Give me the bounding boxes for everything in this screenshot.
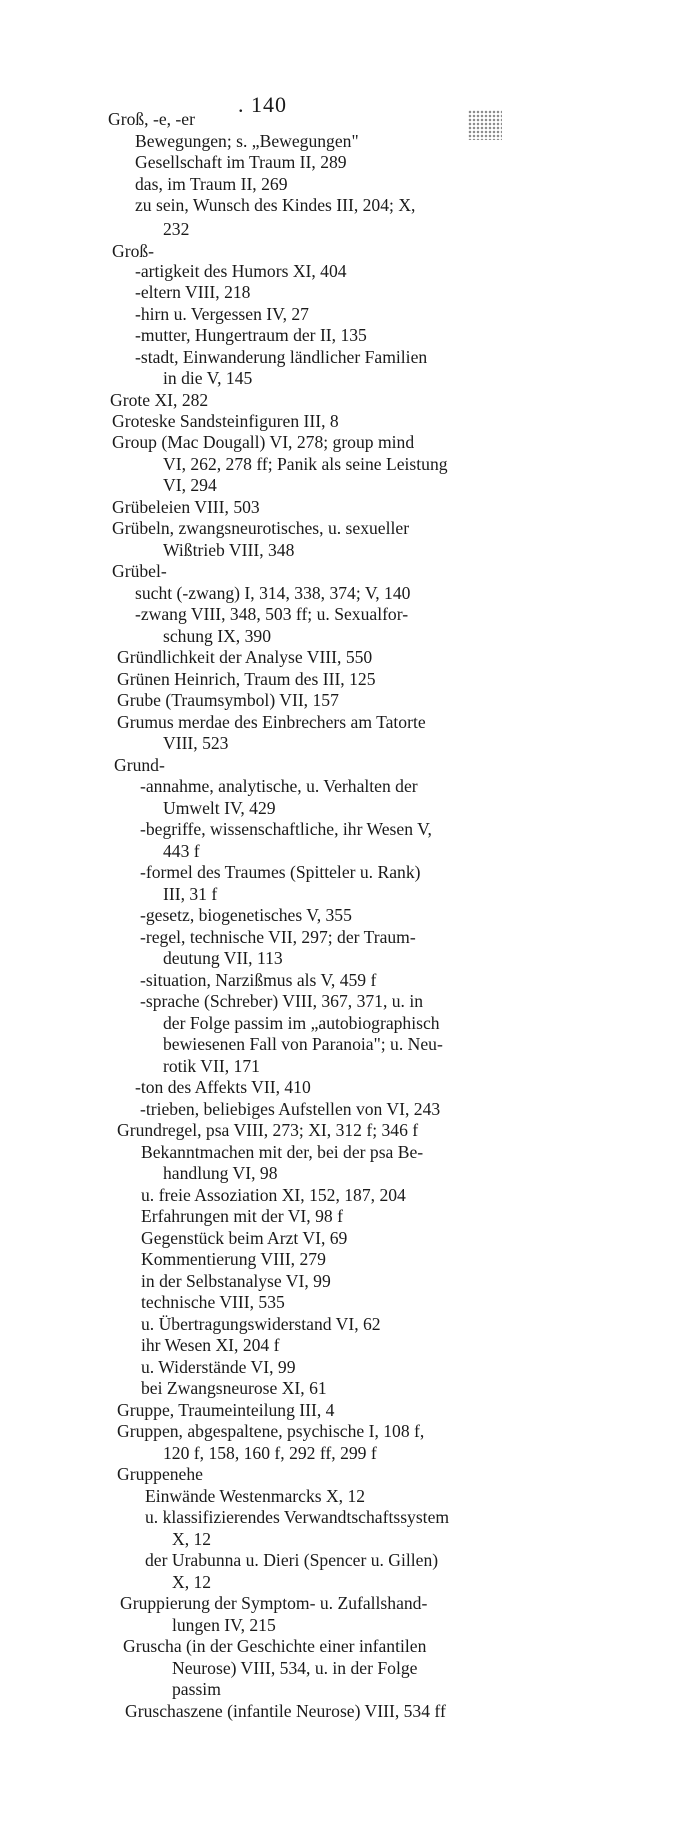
index-line: -stadt, Einwanderung ländlicher Familien xyxy=(135,347,428,367)
index-line: 232 xyxy=(163,219,190,239)
index-line: Umwelt IV, 429 xyxy=(163,798,276,818)
index-line: Grote XI, 282 xyxy=(110,390,209,410)
index-line: Grübeleien VIII, 503 xyxy=(112,497,260,517)
index-line: u. Übertragungswiderstand VI, 62 xyxy=(141,1314,381,1334)
index-line: Groß, -e, -er xyxy=(108,109,195,129)
index-line: VI, 262, 278 ff; Panik als seine Leistung xyxy=(163,454,448,474)
index-line: schung IX, 390 xyxy=(163,626,271,646)
index-line: 443 f xyxy=(163,841,200,861)
index-line: Kommentierung VIII, 279 xyxy=(141,1249,326,1269)
index-line: u. Widerstände VI, 99 xyxy=(141,1357,296,1377)
index-line: Gruppe, Traumeinteilung III, 4 xyxy=(117,1400,335,1420)
index-line: X, 12 xyxy=(172,1529,212,1549)
index-line: deutung VII, 113 xyxy=(163,948,283,968)
index-line: Grundregel, psa VIII, 273; XI, 312 f; 346 f xyxy=(117,1120,419,1140)
index-line: Grumus merdae des Einbrechers am Tatorte xyxy=(117,712,426,732)
index-line: -artigkeit des Humors XI, 404 xyxy=(135,261,347,281)
index-line: Gegenstück beim Arzt VI, 69 xyxy=(141,1228,348,1248)
index-line: Groteske Sandsteinfiguren III, 8 xyxy=(112,411,339,431)
index-line: -begriffe, wissenschaftliche, ihr Wesen V, xyxy=(140,819,432,839)
index-line: Gruppenehe xyxy=(117,1464,203,1484)
page-number: . 140 xyxy=(238,92,287,117)
index-line: das, im Traum II, 269 xyxy=(135,174,288,194)
index-line: lungen IV, 215 xyxy=(172,1615,276,1635)
index-line: sucht (-zwang) I, 314, 338, 374; V, 140 xyxy=(135,583,411,603)
index-line: Group (Mac Dougall) VI, 278; group mind xyxy=(112,432,415,452)
index-line: -situation, Narzißmus als V, 459 f xyxy=(140,970,377,990)
index-line: Gründlichkeit der Analyse VIII, 550 xyxy=(117,647,373,667)
index-line: ihr Wesen XI, 204 f xyxy=(141,1335,280,1355)
index-line: passim xyxy=(172,1679,221,1699)
index-line: Grübeln, zwangsneurotisches, u. sexueller xyxy=(112,518,410,538)
index-line: VIII, 523 xyxy=(163,733,229,753)
index-line: Grube (Traumsymbol) VII, 157 xyxy=(117,690,339,710)
index-line: -eltern VIII, 218 xyxy=(135,282,251,302)
index-line: Grund- xyxy=(114,755,165,775)
index-line: Gruppen, abgespaltene, psychische I, 108 f, xyxy=(117,1421,425,1441)
index-line: -gesetz, biogenetisches V, 355 xyxy=(140,905,352,925)
index-line: 120 f, 158, 160 f, 292 ff, 299 f xyxy=(163,1443,377,1463)
index-line: Bekanntmachen mit der, bei der psa Be- xyxy=(141,1142,424,1162)
index-line: -hirn u. Vergessen IV, 27 xyxy=(135,304,309,324)
index-line: -mutter, Hungertraum der II, 135 xyxy=(135,325,367,345)
index-line: Grübel- xyxy=(112,561,167,581)
index-line: Groß- xyxy=(112,241,155,261)
index-line: der Folge passim im „autobiographisch xyxy=(163,1013,440,1033)
index-line: Gesellschaft im Traum II, 289 xyxy=(135,152,347,172)
index-line: bewiesenen Fall von Paranoia"; u. Neu- xyxy=(163,1034,443,1054)
index-line: rotik VII, 171 xyxy=(163,1056,260,1076)
index-line: in die V, 145 xyxy=(163,368,253,388)
index-line: Gruppierung der Symptom- u. Zufallshand- xyxy=(120,1593,428,1613)
index-line: Gruschaszene (infantile Neurose) VIII, 534 ff xyxy=(125,1701,446,1721)
index-line: Bewegungen; s. „Bewegungen" xyxy=(135,131,359,151)
index-line: -trieben, beliebiges Aufstellen von VI, 243 xyxy=(140,1099,441,1119)
index-line: u. freie Assoziation XI, 152, 187, 204 xyxy=(141,1185,406,1205)
index-line: der Urabunna u. Dieri (Spencer u. Gillen) xyxy=(145,1550,439,1570)
index-line: bei Zwangsneurose XI, 61 xyxy=(141,1378,327,1398)
index-line: Neurose) VIII, 534, u. in der Folge xyxy=(172,1658,418,1678)
index-line: handlung VI, 98 xyxy=(163,1163,278,1183)
index-line: Grünen Heinrich, Traum des III, 125 xyxy=(117,669,376,689)
index-line: -sprache (Schreber) VIII, 367, 371, u. in xyxy=(140,991,424,1011)
index-line: X, 12 xyxy=(172,1572,212,1592)
index-line: -regel, technische VII, 297; der Traum- xyxy=(140,927,416,947)
index-line: III, 31 f xyxy=(163,884,218,904)
index-line: -ton des Affekts VII, 410 xyxy=(135,1077,311,1097)
index-line: -formel des Traumes (Spitteler u. Rank) xyxy=(140,862,421,882)
index-line: Erfahrungen mit der VI, 98 f xyxy=(141,1206,343,1226)
index-line: in der Selbstanalyse VI, 99 xyxy=(141,1271,331,1291)
index-line: -zwang VIII, 348, 503 ff; u. Sexualfor- xyxy=(135,604,409,624)
index-line: zu sein, Wunsch des Kindes III, 204; X, xyxy=(135,195,416,215)
index-line: u. klassifizierendes Verwandtschaftssystem xyxy=(145,1507,450,1527)
index-line: Gruscha (in der Geschichte einer infantilen xyxy=(123,1636,427,1656)
index-line: technische VIII, 535 xyxy=(141,1292,285,1312)
index-line: VI, 294 xyxy=(163,475,217,495)
index-line: -annahme, analytische, u. Verhalten der xyxy=(140,776,418,796)
index-line: Einwände Westenmarcks X, 12 xyxy=(145,1486,366,1506)
index-line: Wißtrieb VIII, 348 xyxy=(163,540,295,560)
